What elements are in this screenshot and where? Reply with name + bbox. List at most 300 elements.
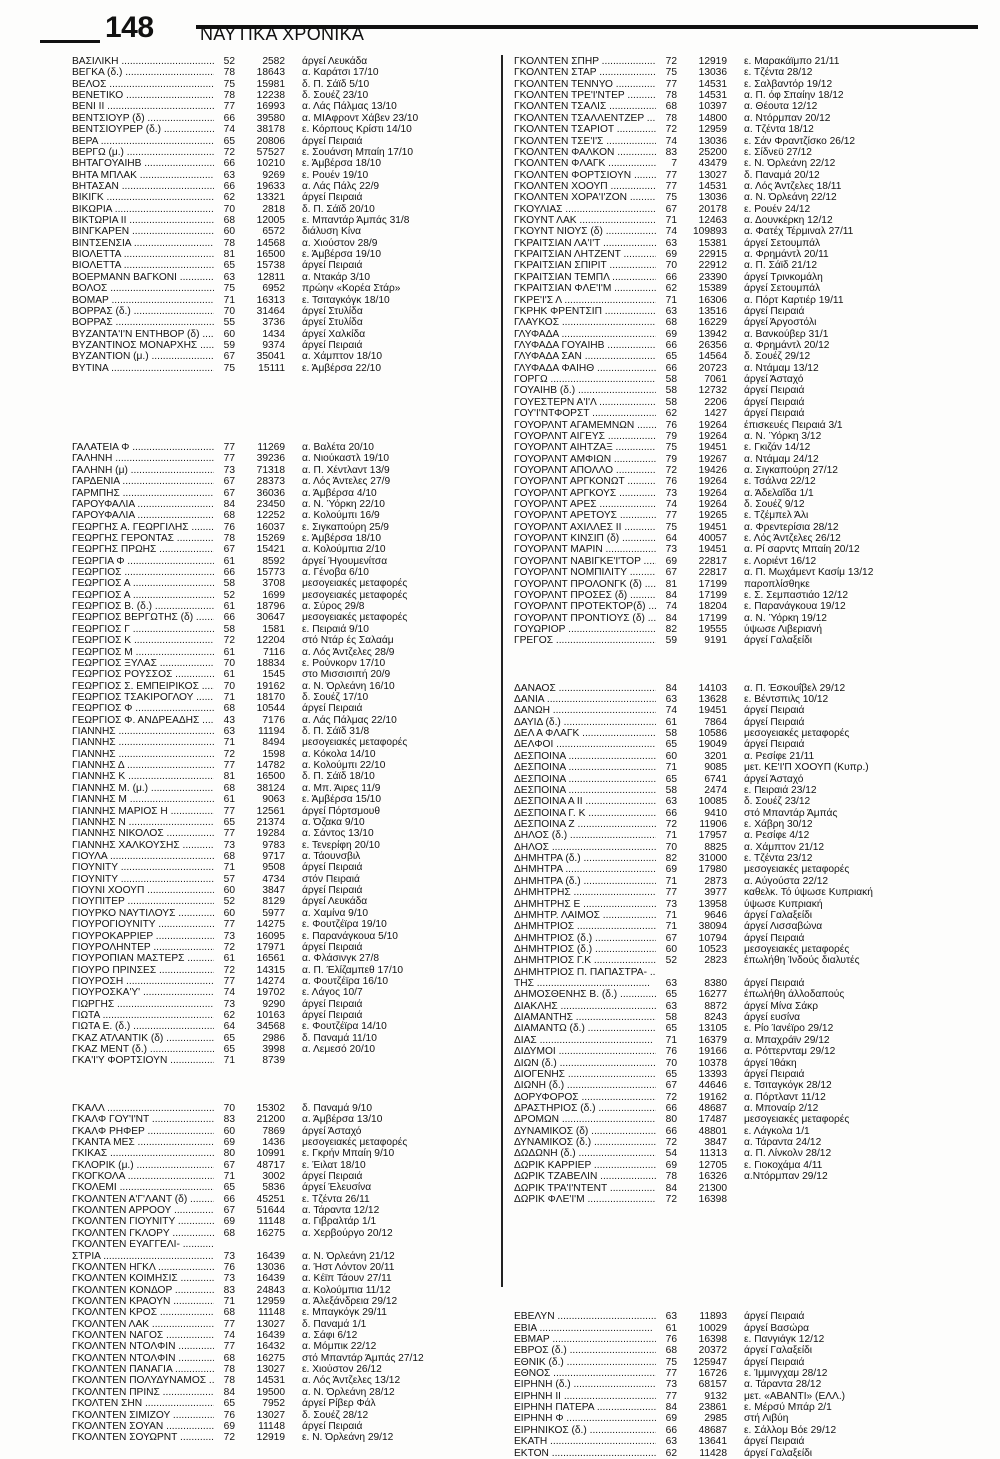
ship-status: α. Φρημάντλ 20/11 bbox=[744, 249, 829, 261]
ship-name: ΔΗΜΗΤΡΙΟΣ (δ.) ..... bbox=[514, 944, 656, 955]
build-year: 64 bbox=[665, 533, 677, 545]
ship-name: ΓΛΥΦΑΔΑ ΦΑΙΗΘ ..... bbox=[514, 363, 656, 374]
ship-status: ε. Ν. Όρλεάνη 22/12 bbox=[744, 158, 836, 170]
tonnage: 15302 bbox=[256, 1102, 285, 1114]
ship-row bbox=[514, 295, 954, 306]
build-year: 75 bbox=[665, 192, 677, 204]
tonnage: 16726 bbox=[698, 1368, 727, 1380]
tonnage: 23390 bbox=[698, 271, 727, 283]
ship-row bbox=[72, 442, 512, 453]
build-year: 69 bbox=[665, 249, 677, 261]
ship-name: ΓΚΟΛΝΤΕΝ ΝΤΟΛΦΙΝ ..... bbox=[72, 1341, 214, 1352]
ship-status: άργεί Ρίβερ Φάλ bbox=[302, 1398, 376, 1410]
ship-status: α. Μποναίρ 2/12 bbox=[744, 1102, 819, 1114]
ship-status: διάλυση Κίνα bbox=[302, 226, 362, 238]
tonnage: 13036 bbox=[256, 1261, 285, 1273]
build-year: 72 bbox=[223, 748, 235, 760]
build-year: 77 bbox=[223, 805, 235, 817]
build-year: 76 bbox=[223, 1261, 235, 1273]
ship-row bbox=[72, 703, 512, 714]
ship-status: α. Νιούκαστλ 19/10 bbox=[302, 453, 389, 465]
ship-name: ΒΙΚΙΓΚ ..... bbox=[72, 192, 214, 203]
tonnage: 7176 bbox=[262, 714, 285, 726]
ship-name: ΓΚΟΥΝΤ ΛΑΚ ..... bbox=[514, 215, 656, 226]
ship-status: α. Ν. Ύόρκη 19/12 bbox=[744, 612, 827, 624]
ship-row bbox=[72, 136, 512, 147]
tonnage: 19500 bbox=[256, 1386, 285, 1398]
ship-row bbox=[514, 1183, 954, 1194]
ship-row bbox=[72, 226, 512, 237]
ship-name: ΓΙΩΤΑ Ε. (δ.) ..... bbox=[72, 1021, 214, 1032]
ship-row bbox=[72, 715, 512, 726]
build-year: 59 bbox=[223, 339, 235, 351]
ship-name: ΔΙΑΣ ..... bbox=[514, 1035, 656, 1046]
tonnage: 9646 bbox=[704, 909, 727, 921]
ship-status: άργεί Μίνα Σάκρ bbox=[744, 1000, 819, 1012]
ship-name: ΓΙΑΝΝΗΣ ..... bbox=[72, 726, 214, 737]
ship-status: άργεί Πειραιά bbox=[744, 705, 805, 717]
build-year: 77 bbox=[223, 1318, 235, 1330]
tonnage: 9063 bbox=[262, 794, 285, 806]
build-year: 70 bbox=[223, 203, 235, 215]
ship-status: άργεί Πειραιά bbox=[744, 1436, 805, 1448]
ship-name: ΓΙΟΥΛΑ ..... bbox=[72, 851, 214, 862]
ship-row bbox=[72, 499, 512, 510]
ship-name: ΒΕΛΟΣ ..... bbox=[72, 79, 214, 90]
tonnage: 19451 bbox=[698, 544, 727, 556]
ship-row bbox=[72, 726, 512, 737]
tonnage: 11148 bbox=[258, 1307, 285, 1319]
ship-name: ΔΡΑΣΤΗΡΙΟΣ (δ.) ..... bbox=[514, 1103, 656, 1114]
tonnage: 14274 bbox=[256, 975, 285, 987]
ship-status: ε. Τζέμπελ Άλι bbox=[744, 510, 809, 522]
ship-name: ΓΚΟΥΝΤ ΝΙΟΥΣ (δ) ..... bbox=[514, 226, 656, 237]
tonnage: 12238 bbox=[256, 90, 285, 102]
tonnage: 13516 bbox=[698, 305, 727, 317]
ship-name: ΓΕΩΡΓΙΟΣ Γ ..... bbox=[72, 624, 214, 635]
tonnage: 3847 bbox=[704, 1137, 727, 1149]
build-year: 71 bbox=[665, 762, 677, 774]
tonnage: 3201 bbox=[704, 750, 727, 762]
build-year: 69 bbox=[665, 328, 677, 340]
build-year: 69 bbox=[223, 1136, 235, 1148]
ship-name: ΓΚΟΛΝΤΕΝ ΤΣΑΛΙΣ ..... bbox=[514, 101, 656, 112]
ship-row bbox=[514, 1137, 954, 1148]
tonnage: 15111 bbox=[258, 362, 285, 374]
ship-name: ΒΕΓΚΑ (δ.) ..... bbox=[72, 67, 214, 78]
tonnage: 8494 bbox=[262, 737, 285, 749]
ship-status: α. Φλάσινγκ 27/8 bbox=[302, 953, 379, 965]
build-year: 69 bbox=[223, 1216, 235, 1228]
ship-name: ΔΥΝΑΜΙΚΟΣ (δ) ..... bbox=[514, 1126, 656, 1137]
ship-row bbox=[72, 1364, 512, 1375]
ship-status: έπωλήθη άλλοδαπούς bbox=[744, 989, 845, 1001]
ship-name: ΔΕΣΠΟΙΝΑ Α ΙΙ ..... bbox=[514, 796, 656, 807]
ship-status: άργεί Λευκάδα bbox=[302, 56, 368, 67]
ship-name: ΒΕΝΕΤΙΚΟ ..... bbox=[72, 90, 214, 101]
ship-name: ΓΚΑΛΦ ΡΗΦΕΡ ..... bbox=[72, 1126, 214, 1137]
ship-status: μεσογειακές μεταφορές bbox=[744, 864, 850, 876]
ship-row bbox=[514, 101, 954, 112]
build-year: 78 bbox=[665, 90, 677, 102]
build-year: 61 bbox=[665, 1322, 677, 1334]
ship-status: άργεί Λισσαβώνα bbox=[744, 921, 823, 933]
ship-name: ΔΙΑΚΛΗΣ ..... bbox=[514, 1001, 656, 1012]
ship-status: στό Μπαντάρ Άμπάς 27/12 bbox=[302, 1352, 424, 1364]
ship-status: άργεί Άσταχό bbox=[744, 374, 804, 386]
tonnage: 11148 bbox=[258, 1420, 285, 1432]
build-year: 67 bbox=[223, 487, 235, 499]
ship-row bbox=[72, 1432, 512, 1443]
tonnage: 14531 bbox=[256, 1375, 285, 1387]
ship-status: α. Κολούμπια 2/10 bbox=[302, 544, 386, 556]
ship-row bbox=[514, 113, 954, 124]
ship-name: ΔΩΡΙΚ ΤΡΑ'Ι'ΝΤΕΝΤ ..... bbox=[514, 1183, 656, 1194]
ship-status: ε. Γκιζάν 14/12 bbox=[744, 442, 811, 454]
ship-name: ΔΕΛΦΟΙ ..... bbox=[514, 739, 656, 750]
build-year: 77 bbox=[665, 510, 677, 522]
ship-row bbox=[514, 556, 954, 567]
tonnage: 8872 bbox=[704, 1000, 727, 1012]
ship-row bbox=[72, 181, 512, 192]
ship-status: α. Τάραντα 12/12 bbox=[302, 1205, 380, 1217]
ship-row bbox=[514, 147, 954, 158]
build-year: 77 bbox=[665, 180, 677, 192]
ship-status: α. Λός Άντζελες 18/11 bbox=[744, 180, 842, 192]
build-year: 71 bbox=[223, 1170, 235, 1182]
tonnage: 19267 bbox=[698, 453, 727, 465]
tonnage: 13942 bbox=[698, 328, 727, 340]
ship-name: ΒΙΝΤΣΕΝΣΙΑ ..... bbox=[72, 238, 214, 249]
page-header bbox=[42, 8, 977, 54]
ship-row bbox=[72, 578, 512, 589]
ship-name: ΓΕΩΡΓΙΟΣ Φ ..... bbox=[72, 703, 214, 714]
ship-status: α. Φουτζέϊρα 16/10 bbox=[302, 975, 389, 987]
ship-status: άργεί Άσταχό bbox=[744, 773, 804, 785]
build-year: 71 bbox=[223, 862, 235, 874]
tonnage: 13027 bbox=[256, 1409, 285, 1421]
ship-row bbox=[72, 919, 512, 930]
build-year: 79 bbox=[665, 453, 677, 465]
build-year: 72 bbox=[665, 1193, 677, 1205]
build-year: 72 bbox=[665, 819, 677, 830]
ship-row bbox=[72, 1251, 512, 1262]
tonnage: 19451 bbox=[698, 521, 727, 533]
ship-status: α. Άλεξάνδρεια 29/12 bbox=[302, 1295, 398, 1307]
build-year: 71 bbox=[665, 830, 677, 842]
ship-list-section bbox=[72, 442, 512, 1067]
build-year: 72 bbox=[665, 1137, 677, 1149]
ship-status: ε. Μαρακάϊμπο 21/11 bbox=[744, 56, 840, 67]
ship-name: ΓΚΟΛΝΤΕΝ ΣΟΥΩΡΝΤ ..... bbox=[72, 1432, 214, 1443]
ship-name: ΓΙΟΥΝΙ ΧΟΟΥΠ ..... bbox=[72, 885, 214, 896]
ship-row bbox=[72, 601, 512, 612]
ship-status: α. Π. Λίνκολν 28/12 bbox=[744, 1148, 832, 1160]
build-year: 80 bbox=[665, 1114, 677, 1126]
ship-status: ε. Τζέντα 28/12 bbox=[744, 67, 813, 79]
ship-name: ΔΑΝΑΟΣ ..... bbox=[514, 683, 656, 694]
tonnage: 10397 bbox=[698, 101, 727, 113]
ship-status: άργεί Γαλαξείδι bbox=[744, 1345, 813, 1357]
ship-status: ε. Τενερίφη 20/10 bbox=[302, 839, 380, 851]
tonnage: 14275 bbox=[256, 919, 285, 931]
build-year: 73 bbox=[223, 464, 235, 476]
ship-row bbox=[72, 1387, 512, 1398]
ship-row bbox=[514, 808, 954, 819]
build-year: 69 bbox=[665, 1159, 677, 1171]
tonnage: 19264 bbox=[698, 487, 727, 499]
ship-name: ΓΚΡΑΙΤΣΙΑΝ ΤΕΜΠΛ ..... bbox=[514, 272, 656, 283]
ship-name: ΓΙΑΝΝΗΣ Ν ..... bbox=[72, 817, 214, 828]
ship-name: ΓΚΟΛΝΤΕΝ ΗΓΚΛ ..... bbox=[72, 1262, 214, 1273]
tonnage: 2986 bbox=[262, 1032, 285, 1044]
tonnage: 1545 bbox=[262, 669, 285, 681]
ship-row bbox=[72, 249, 512, 260]
build-year: 76 bbox=[665, 419, 677, 431]
ship-name: ΓΑΡΜΠΗΣ ..... bbox=[72, 488, 214, 499]
build-year: 71 bbox=[665, 909, 677, 921]
ship-status: άργεί Πειραιά bbox=[302, 339, 363, 351]
build-year: 70 bbox=[223, 680, 235, 692]
build-year: 62 bbox=[665, 1447, 677, 1459]
ship-row bbox=[514, 635, 954, 646]
tonnage: 16277 bbox=[698, 989, 727, 1001]
ship-name: ΓΕΩΡΓΙΟΣ ΤΣΑΚΙΡΟΓΛΟΥ ..... bbox=[72, 692, 214, 703]
ship-row bbox=[514, 1114, 954, 1125]
ship-status: ε. Πανγιάγκ 12/12 bbox=[744, 1333, 825, 1345]
tonnage: 10210 bbox=[256, 158, 285, 170]
build-year: 77 bbox=[223, 919, 235, 931]
ship-status: άργεί Πειραιά bbox=[302, 1010, 363, 1022]
build-year: 71 bbox=[223, 737, 235, 749]
ship-name: ΓΚΟΛΝΤΕΝ ΤΡΕ'Ι'ΝΤΕΡ ..... bbox=[514, 90, 656, 101]
tonnage: 28373 bbox=[256, 476, 285, 488]
ship-name: ΓΚΟΛΝΤΕΝ ΑΡΡΟΟΥ ..... bbox=[72, 1205, 214, 1216]
ship-name: ΓΡΕΓΟΣ ..... bbox=[514, 635, 656, 646]
ship-row bbox=[514, 1345, 954, 1356]
build-year: 63 bbox=[665, 305, 677, 317]
ship-name: ΔΑΥΙΔ (δ.) ..... bbox=[514, 717, 656, 728]
ship-status: ε. Μπαγκόγκ 29/11 bbox=[302, 1307, 387, 1319]
build-year: 77 bbox=[665, 1390, 677, 1402]
build-year: 71 bbox=[665, 1034, 677, 1046]
build-year: 81 bbox=[665, 578, 677, 590]
ship-status: α. Λεμεσό 20/10 bbox=[302, 1044, 376, 1056]
tonnage: 11148 bbox=[258, 1216, 285, 1228]
tonnage: 12204 bbox=[256, 635, 285, 647]
ship-row bbox=[514, 1126, 954, 1137]
ship-name: ΓΕΩΡΓΗΣ ΓΕΡΟΝΤΑΣ ..... bbox=[72, 533, 214, 544]
ship-row bbox=[72, 806, 512, 817]
build-year: 63 bbox=[665, 1000, 677, 1012]
build-year: 83 bbox=[665, 146, 677, 158]
tonnage: 3002 bbox=[262, 1170, 285, 1182]
ship-row bbox=[72, 215, 512, 226]
ship-row bbox=[72, 1194, 512, 1205]
ship-status: ε. Μπαντάρ Άμπάς 31/8 bbox=[302, 215, 410, 227]
build-year: 68 bbox=[223, 851, 235, 862]
ship-status: α. Πόρτλαντ 11/12 bbox=[744, 1091, 826, 1103]
ship-row bbox=[72, 1055, 512, 1066]
tonnage: 40057 bbox=[698, 533, 727, 545]
ship-row bbox=[514, 1194, 954, 1205]
ship-row bbox=[72, 692, 512, 703]
build-year: 66 bbox=[665, 1125, 677, 1137]
ship-row bbox=[514, 420, 954, 431]
build-year: 68 bbox=[665, 101, 677, 113]
ship-status: ε. Κόρπους Κρίστι 14/10 bbox=[302, 124, 412, 136]
tonnage: 10085 bbox=[698, 796, 727, 808]
ship-name: ΓΙΟΥΠΙΤΕΡ ..... bbox=[72, 896, 214, 907]
tonnage: 1699 bbox=[262, 589, 285, 601]
ship-row bbox=[72, 1239, 512, 1250]
tonnage: 23450 bbox=[256, 498, 285, 510]
ship-name: ΓΙΟΥΝΙΤΥ ..... bbox=[72, 862, 214, 873]
tonnage: 9374 bbox=[262, 339, 285, 351]
build-year: 78 bbox=[223, 90, 235, 102]
build-year: 67 bbox=[223, 1159, 235, 1171]
ship-name: ΕΒΙΑ ..... bbox=[514, 1323, 656, 1334]
ship-status: α. Τάραντα 24/12 bbox=[744, 1137, 822, 1149]
ship-row bbox=[514, 488, 954, 499]
tonnage: 12732 bbox=[698, 385, 727, 397]
ship-name: ΓΚΑΝΤΑ ΜΕΣ ..... bbox=[72, 1137, 214, 1148]
tonnage: 35041 bbox=[256, 351, 285, 363]
ship-status: ε. Μέρσύ Μπάρ 2/1 bbox=[744, 1402, 832, 1414]
ship-name: ΓΕΩΡΓΙΟΣ Β. (δ.) ..... bbox=[72, 601, 214, 612]
build-year: 66 bbox=[223, 567, 235, 579]
tonnage: 34568 bbox=[256, 1021, 285, 1033]
ship-status: μεσογειακές μεταφορές bbox=[302, 612, 408, 624]
ship-name: ΓΑΛΗΝΗ (μ) ..... bbox=[72, 465, 214, 476]
ship-row bbox=[514, 1058, 954, 1069]
build-year: 65 bbox=[665, 1068, 677, 1080]
ship-status: α. Κολούμπια 11/12 bbox=[302, 1284, 391, 1296]
ship-status: α.Ντόρμπαν 29/12 bbox=[744, 1171, 828, 1183]
ship-status: α. Ν. Ύόρκη 22/10 bbox=[302, 498, 385, 510]
tonnage: 15269 bbox=[256, 532, 285, 544]
build-year: 74 bbox=[223, 124, 235, 136]
ship-name: ΕΒΜΑΡ ..... bbox=[514, 1334, 656, 1345]
ship-name: ΓΟΥ'Ι'ΝΤΦΟΡΣΤ ..... bbox=[514, 408, 656, 419]
tonnage: 19264 bbox=[698, 499, 727, 511]
tonnage: 19633 bbox=[256, 180, 285, 192]
ship-name: ΒΥΖΑΝΤΑ'Ι'Ν ΕΝΤΗΒΟΡ (δ) ..... bbox=[72, 329, 214, 340]
build-year: 72 bbox=[665, 1091, 677, 1103]
tonnage: 5977 bbox=[262, 907, 285, 919]
ship-row bbox=[514, 944, 954, 955]
tonnage: 7864 bbox=[704, 716, 727, 728]
ship-status: α. Λάς Πάλμας 13/10 bbox=[302, 101, 397, 113]
ship-row bbox=[72, 533, 512, 544]
ship-name: ΓΟΥΩΡΙΟΡ ..... bbox=[514, 624, 656, 635]
ship-row bbox=[514, 933, 954, 944]
ship-row bbox=[514, 374, 954, 385]
build-year: 61 bbox=[223, 646, 235, 658]
ship-name: ΓΚΡΑΙΤΣΙΑΝ ΛΗΤΖΕΝΤ ..... bbox=[514, 249, 656, 260]
ship-row bbox=[514, 921, 954, 932]
ship-status: άργεί Πειραιά bbox=[744, 408, 805, 420]
ship-name: ΓΚΟΛΝΤΕΝ ΠΟΛΥΔΥΝΑΜΟΣ ..... bbox=[72, 1375, 214, 1386]
build-year: 68 bbox=[223, 703, 235, 715]
ship-name: ΓΛΥΦΑΔΑ ΓΟΥΑΙΗΒ ..... bbox=[514, 340, 656, 351]
ship-name: ΕΒΕΛΥΝ ..... bbox=[514, 1311, 656, 1322]
magazine-title: ΝΑΥΤΙΚΑ ΧΡΟΝΙΚΑ bbox=[200, 24, 365, 44]
ship-name: ΓΚΟΛΝΤΕΝ ΧΟΡΑ'Ι'ΖΟΝ ..... bbox=[514, 192, 656, 203]
build-year: 58 bbox=[665, 385, 677, 397]
build-year: 65 bbox=[665, 351, 677, 363]
ship-row bbox=[72, 453, 512, 464]
ship-status: άργεί Πειραιά bbox=[302, 885, 363, 897]
tonnage: 39236 bbox=[256, 453, 285, 465]
ship-status: άργεί Πειραιά bbox=[302, 1170, 363, 1182]
tonnage: 19451 bbox=[698, 705, 727, 717]
ship-status: στή Λιβύη bbox=[744, 1413, 789, 1425]
tonnage: 16275 bbox=[256, 1227, 285, 1239]
ship-name: ΕΚΤΟΝ ..... bbox=[514, 1448, 656, 1459]
ship-status: α. Αύγούστα 22/12 bbox=[744, 875, 829, 887]
ship-name: ΓΙΩΤΑ ..... bbox=[72, 1010, 214, 1021]
build-year: 77 bbox=[223, 453, 235, 465]
build-year: 63 bbox=[665, 237, 677, 249]
ship-row bbox=[72, 771, 512, 782]
tonnage: 16432 bbox=[256, 1341, 285, 1353]
ship-name: ΓΙΟΥΡΟΣΚΑ'Υ' ..... bbox=[72, 987, 214, 998]
ship-status: α. Γένοβα 6/10 bbox=[302, 567, 369, 579]
build-year: 55 bbox=[223, 317, 235, 329]
ship-status: ε. Άμβέρσα 18/10 bbox=[302, 158, 382, 170]
build-year: 68 bbox=[223, 215, 235, 227]
tonnage: 9191 bbox=[704, 635, 727, 647]
ship-row bbox=[514, 351, 954, 362]
ship-row bbox=[72, 90, 512, 101]
build-year: 72 bbox=[223, 146, 235, 158]
ship-row bbox=[514, 1448, 954, 1459]
build-year: 68 bbox=[223, 1227, 235, 1239]
build-year: 67 bbox=[665, 567, 677, 579]
ship-status: α. Μόμπικ 22/12 bbox=[302, 1341, 377, 1353]
ship-name: ΒΕΝΙ ΙΙ ..... bbox=[72, 101, 214, 112]
tonnage: 43479 bbox=[698, 158, 727, 170]
ship-row bbox=[72, 987, 512, 998]
tonnage: 31000 bbox=[698, 853, 727, 865]
build-year: 71 bbox=[223, 691, 235, 703]
tonnage: 16439 bbox=[256, 1250, 285, 1262]
ship-row bbox=[514, 249, 954, 260]
ship-name: ΓΙΑΝΝΗΣ ΧΑΛΚΟΥΣΗΣ ..... bbox=[72, 840, 214, 851]
ship-status: ε. Φουτζέϊρα 14/10 bbox=[302, 1021, 387, 1033]
ship-row bbox=[514, 136, 954, 147]
tonnage: 13393 bbox=[698, 1068, 727, 1080]
ship-status: άργεί Στυλίδα bbox=[302, 305, 363, 317]
tonnage: 3977 bbox=[704, 887, 727, 899]
build-year: 63 bbox=[223, 726, 235, 738]
ship-name: ΔΕΣΠΟΙΝΑ ..... bbox=[514, 762, 656, 773]
build-year: 76 bbox=[665, 1046, 677, 1058]
ship-row bbox=[72, 340, 512, 351]
ship-row bbox=[514, 1357, 954, 1368]
ship-name: ΓΛΑΥΚΟΣ ..... bbox=[514, 317, 656, 328]
ship-status: ε. Παρανάγκουα 5/10 bbox=[302, 930, 398, 942]
build-year: 72 bbox=[223, 1432, 235, 1444]
ship-status: δ. Π. Σάϊδ 31/8 bbox=[302, 726, 370, 738]
ship-status: έπωλήθη Ίνδούς διαλυτές bbox=[744, 955, 860, 967]
ship-row bbox=[514, 306, 954, 317]
ship-name: ΔΗΜΗΤΡΙΟΣ Γ.Κ ..... bbox=[514, 955, 656, 966]
ship-name: ΒΙΟΛΕΤΤΑ ..... bbox=[72, 249, 214, 260]
ship-row bbox=[72, 1205, 512, 1216]
ship-name: ΓΕΩΡΓΙΟΣ ..... bbox=[72, 567, 214, 578]
